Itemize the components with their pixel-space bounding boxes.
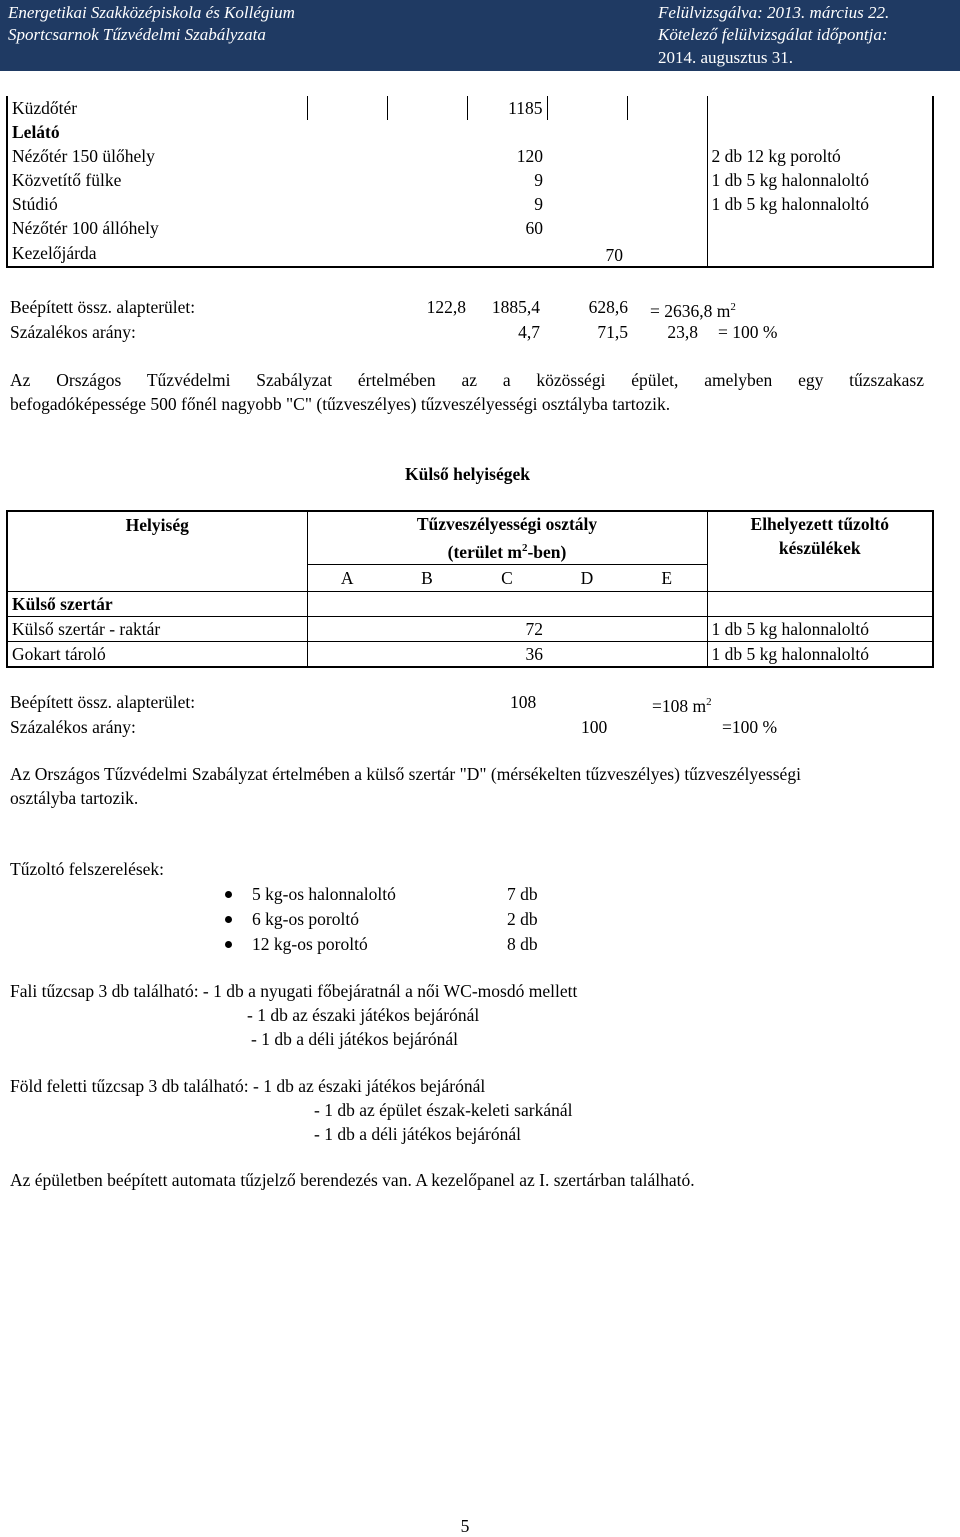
equipment-name: 12 kg-os poroltó [252,934,368,954]
class-a-cell [307,96,387,120]
class-b-cell [387,591,467,616]
class-c-cell [467,240,547,267]
extinguisher-cell [707,240,933,267]
section-title: Külső helyiségek [405,464,530,484]
percentage2-label: Százalékos arány: [10,717,136,737]
bullet-icon [225,891,232,898]
class-c-cell [467,120,547,144]
bullet-icon [225,916,232,923]
class-b-cell [387,192,467,216]
extinguisher-cell [707,96,933,120]
header-extinguishers [707,511,933,591]
extinguisher-cell: 1 db 5 kg halonnaloltó [707,616,933,641]
school-name: Energetikai Szakközépiskola és Kollégium [8,3,295,22]
equipment-item [225,908,565,930]
class-a-cell [307,641,387,667]
extinguisher-cell [707,216,933,240]
class-a-cell [307,144,387,168]
class-c-cell: 9 [534,170,543,190]
class-d-cell [547,96,627,120]
wall-hydrant-line3: - 1 db a déli játékos bejárónál [251,1029,459,1049]
class-b-cell [387,641,467,667]
header-class [307,511,707,564]
class-a-cell [307,216,387,240]
ground-hydrant-line3: - 1 db a déli játékos bejárónál [314,1124,522,1144]
class-c-cell: 9 [534,194,543,214]
built-area2-total-value: =108 m [652,695,707,716]
percentage-a: 4,7 [518,322,540,342]
class-e-cell [627,616,707,641]
class-letter-c: C [467,564,547,591]
class-b-cell [387,616,467,641]
table-row [7,168,933,192]
percentage-c: 23,8 [667,322,698,342]
equipment-qty: 8 db [507,934,538,954]
fire-alarm-text: Az épületben beépített automata tűzjelző berendezés van. A kezelőpanel az I. szertárban található. [10,1170,695,1190]
room-name: Nézőtér 150 ülőhely [12,146,155,166]
class-a-cell [307,591,387,616]
wall-hydrant-line2: - 1 db az északi játékos bejárónál [247,1005,480,1025]
room-name: Lelátó [12,122,60,142]
class-d-cell [547,216,627,240]
class-e-cell [627,96,707,120]
ground-hydrant-line2: - 1 db az épület észak-keleti sarkánál [314,1100,573,1120]
class-d-cell [547,641,627,667]
ground-hydrant-line1: Föld feletti tűzcsap 3 db található: - 1 db az északi játékos bejárónál [10,1076,486,1096]
table-row [7,192,933,216]
class-d-cell [547,591,627,616]
class-b-cell [387,168,467,192]
class-letter-b: B [387,564,467,591]
class-letter-a: A [307,564,387,591]
equipment-name: 5 kg-os halonnaloltó [252,884,396,904]
table-header-row [7,511,933,564]
rooms-table [6,96,934,268]
outer-classification-line2: osztályba tartozik. [10,788,139,808]
table-row [7,144,933,168]
class-e-cell [627,120,707,144]
header-class-sup: 2 [521,542,528,554]
class-b-cell [387,240,467,267]
class-e-cell [627,591,707,616]
room-name: Nézőtér 100 állóhely [12,218,159,238]
mandatory-review-date: 2014. augusztus 31. [658,48,794,67]
class-c-cell: 72 [467,616,547,641]
header-room: Helyiség [7,511,307,591]
class-a-cell [307,616,387,641]
class-e-cell [627,144,707,168]
room-name: Gokart tároló [7,641,307,667]
outer-classification-line1: Az Országos Tűzvédelmi Szabályzat értelmében a külső szertár "D" (mérsékelten tűzveszélyes) tűzveszélyességi [10,764,801,784]
wall-hydrant-line1: Fali tűzcsap 3 db található: - 1 db a nyugati főbejáratnál a női WC-mosdó mellett [10,981,578,1001]
built-area-total-sup: 2 [730,301,736,313]
class-b-cell [387,216,467,240]
class-e-cell [627,240,707,267]
equipment-item [225,933,565,955]
built-area-label: Beépített össz. alapterület: [10,297,196,317]
percentage2-total: =100 % [722,717,778,737]
table-row [7,591,933,616]
header-class-line2a: (terület m [447,541,522,562]
table-row [7,616,933,641]
header-class-line1: Tűzveszélyességi osztály [416,514,598,534]
extinguisher-cell: 2 db 12 kg poroltó [711,146,841,166]
class-d-cell [547,192,627,216]
table-row [7,240,933,267]
built-area2-total-sup: 2 [706,696,712,708]
class-e-cell [627,168,707,192]
built-area-c: 628,6 [588,297,628,317]
class-e-cell [627,216,707,240]
class-b-cell [387,144,467,168]
class-b-cell [387,96,467,120]
extinguisher-cell: 1 db 5 kg halonnaloltó [711,194,869,214]
equipment-name: 6 kg-os poroltó [252,909,359,929]
classification-text-line2: befogadóképessége 500 főnél nagyobb "C" (tűzveszélyes) tűzveszélyességi osztályba tartozik. [10,394,671,414]
class-c-cell: 60 [525,218,543,238]
outer-rooms-table [6,510,934,668]
header-ext-line2: készülékek [778,538,861,558]
review-date: Felülvizsgálva: 2013. március 22. [658,3,890,22]
class-c-cell: 1185 [467,96,547,120]
table-row [7,120,933,144]
room-name: Külső szertár - raktár [7,616,307,641]
class-letter-e: E [627,564,707,591]
room-name: Stúdió [12,194,58,214]
class-e-cell [627,192,707,216]
table-row [7,216,933,240]
built-area2-value: 108 [510,692,537,712]
class-c-cell: 36 [467,641,547,667]
built-area-b: 1885,4 [491,297,540,317]
class-a-cell [307,120,387,144]
class-d-cell [547,168,627,192]
built-area2-label: Beépített össz. alapterület: [10,692,196,712]
built-area-total [650,296,736,322]
class-e-cell [627,641,707,667]
equipment-qty: 7 db [507,884,538,904]
class-a-cell [307,192,387,216]
document-header [0,0,960,71]
class-d-cell [547,616,627,641]
room-name: Kezelőjárda [12,243,97,263]
percentage2-value: 100 [581,717,608,737]
class-d-cell: 70 [605,245,623,265]
classification-text-line1: Az Országos Tűzvédelmi Szabályzat értelmében az a közösségi épület, amelyben egy tűzszakasz [10,370,924,390]
class-b-cell [387,120,467,144]
class-letter-d: D [547,564,627,591]
class-c-cell [467,591,547,616]
equipment-qty: 2 db [507,909,538,929]
mandatory-review-label: Kötelező felülvizsgálat időpontja: [658,25,888,44]
class-d-cell [547,144,627,168]
table-row [7,96,933,120]
document-title: Sportcsarnok Tűzvédelmi Szabályzata [8,25,266,44]
bullet-icon [225,941,232,948]
built-area-a: 122,8 [426,297,466,317]
room-name: Külső szertár [7,591,307,616]
table-row [7,641,933,667]
equipment-title: Tűzoltó felszerelések: [10,859,165,879]
built-area-total-value: = 2636,8 m [650,300,731,321]
class-a-cell [307,168,387,192]
extinguisher-cell: 1 db 5 kg halonnaloltó [707,641,933,667]
page-number: 5 [460,1516,470,1536]
header-ext-line1: Elhelyezett tűzoltó [750,514,890,534]
extinguisher-cell [707,120,933,144]
room-name: Közvetítő fülke [12,170,122,190]
class-a-cell [307,240,387,267]
extinguisher-cell [707,591,933,616]
equipment-item [225,883,565,905]
extinguisher-cell: 1 db 5 kg halonnaloltó [711,170,869,190]
class-d-cell [547,120,627,144]
built-area2-total [652,691,712,717]
class-c-cell: 120 [516,146,543,166]
percentage-total: = 100 % [718,322,778,342]
header-class-line2b: -ben) [527,541,567,562]
percentage-b: 71,5 [597,322,628,342]
percentage-label: Százalékos arány: [10,322,136,342]
room-name: Küzdőtér [7,96,307,120]
